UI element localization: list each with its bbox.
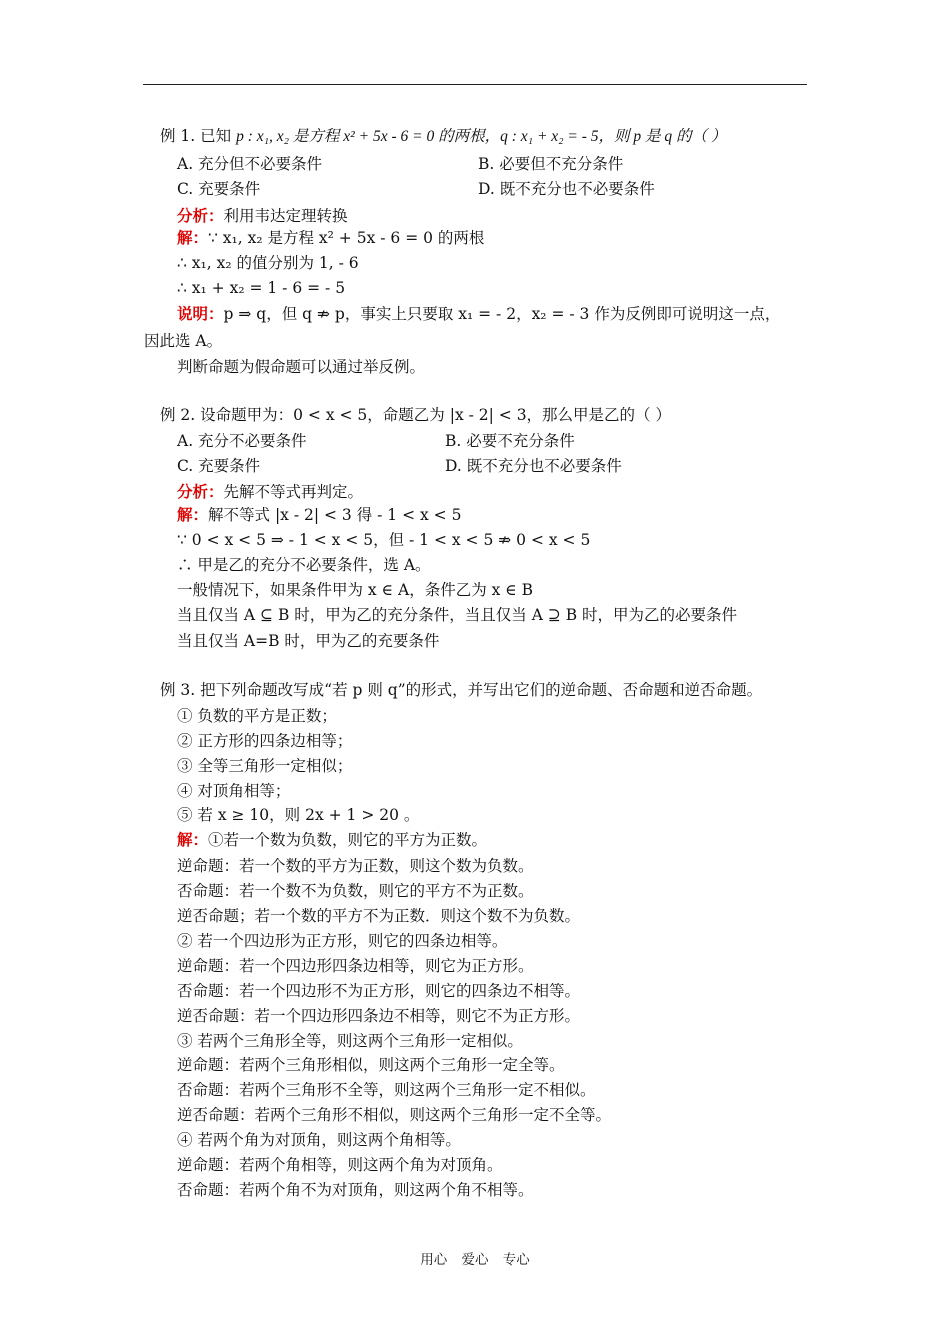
example-1-solution-2: ∴ x₁, x₂ 的值分别为 1, - 6 (177, 254, 359, 272)
page-footer: 用心 爱心 专心 (420, 1252, 530, 1268)
example-3-answer-4: 逆否命题；若一个数的平方不为正数．则这个数不为负数。 (177, 907, 581, 925)
example-3-answer-7: 否命题：若一个四边形不为正方形，则它的四条边不相等。 (177, 982, 581, 1000)
note-text: p ⇒ q，但 q ⇏ p，事实上只要取 x₁ = - 2，x₂ = - 3 作为反例即可说明这一点， (223, 305, 781, 323)
example-1-option-c: C. 充要条件 (177, 180, 261, 198)
example-2-solution-1 (177, 505, 461, 525)
example-2-analysis (177, 482, 363, 502)
example-3-item-4: ④ 对顶角相等； (177, 782, 291, 800)
solution-text: 解不等式 |x - 2| < 3 得 - 1 < x < 5 (208, 506, 462, 524)
example-2-question: 例 2. 设命题甲为：0 < x < 5，命题乙为 |x - 2| < 3，那么甲是乙的（ ） (160, 406, 671, 424)
analysis-label: 分析： (177, 206, 224, 225)
example-3-item-2: ② 正方形的四条边相等； (177, 732, 353, 750)
example-3-answer-14: 逆命题：若两个角相等，则这两个角为对顶角。 (177, 1156, 503, 1174)
example-3-answer-3: 否命题：若一个数不为负数，则它的平方不为正数。 (177, 882, 534, 900)
example-2-option-c: C. 充要条件 (177, 457, 261, 475)
example-3-answer-8: 逆否命题：若一个四边形四条边不相等，则它不为正方形。 (177, 1007, 581, 1025)
example-1-option-b: B. 必要但不充分条件 (478, 155, 624, 173)
example-3-answer-9: ③ 若两个三角形全等，则这两个三角形一定相似。 (177, 1032, 523, 1050)
solution-label: 解： (177, 830, 209, 849)
example-3-item-3: ③ 全等三角形一定相似； (177, 757, 353, 775)
solution-label: 解： (177, 228, 209, 247)
example-3-answer-10: 逆命题：若两个三角形相似，则这两个三角形一定全等。 (177, 1056, 565, 1074)
example-3-answer-2: 逆命题：若一个数的平方为正数，则这个数为负数。 (177, 857, 534, 875)
analysis-label: 分析： (177, 482, 224, 501)
example-3-answer-15: 否命题：若两个角不为对顶角，则这两个角不相等。 (177, 1181, 534, 1199)
example-3-answer-6: 逆命题：若一个四边形四条边相等，则它为正方形。 (177, 957, 534, 975)
analysis-text: 利用韦达定理转换 (223, 207, 348, 225)
analysis-text: 先解不等式再判定。 (223, 483, 364, 501)
example-3-answer-11: 否命题：若两个三角形不全等，则这两个三角形一定不相似。 (177, 1081, 596, 1099)
example-2-general-3: 当且仅当 A=B 时，甲为乙的充要条件 (177, 632, 440, 650)
example-1-question (160, 126, 726, 147)
example-1-prefix: 例 1. 已知 (160, 127, 237, 145)
example-2-general-2: 当且仅当 A ⊆ B 时，甲为乙的充分条件，当且仅当 A ⊇ B 时，甲为乙的必要条件 (177, 606, 738, 624)
example-1-analysis (177, 206, 348, 226)
example-2-option-b: B. 必要不充分条件 (445, 432, 575, 450)
example-3-answer-13: ④ 若两个角为对顶角，则这两个角相等。 (177, 1131, 461, 1149)
example-1-solution-3: ∴ x₁ + x₂ = 1 - 6 = - 5 (177, 279, 346, 297)
example-1-note (177, 304, 780, 324)
solution-text: ∵ x₁, x₂ 是方程 x² + 5x - 6 = 0 的两根 (208, 229, 485, 247)
example-2-general-1: 一般情况下，如果条件甲为 x ∈ A，条件乙为 x ∈ B (177, 581, 534, 599)
note-label: 说明： (177, 304, 224, 323)
example-2-option-d: D. 既不充分也不必要条件 (445, 457, 622, 475)
example-1-solution-1 (177, 228, 484, 248)
example-2-option-a: A. 充分不必要条件 (177, 432, 307, 450)
example-2-solution-2: ∵ 0 < x < 5 ⇒ - 1 < x < 5，但 - 1 < x < 5 ⇏ 0 < x < 5 (177, 531, 591, 549)
example-2-solution-3: ∴ 甲是乙的充分不必要条件，选 A。 (177, 556, 431, 574)
example-3-answer-12: 逆否命题：若两个三角形不相似，则这两个三角形一定不全等。 (177, 1106, 612, 1124)
example-1-tip: 判断命题为假命题可以通过举反例。 (177, 358, 426, 376)
example-1-option-a: A. 充分但不必要条件 (177, 155, 323, 173)
example-3-item-1: ① 负数的平方是正数； (177, 707, 337, 725)
example-1-note-cont: 因此选 A。 (144, 332, 223, 350)
header-rule (143, 84, 807, 85)
solution-label: 解： (177, 505, 209, 524)
example-3-item-5: ⑤ 若 x ≥ 10，则 2x + 1 > 20 。 (177, 806, 420, 824)
example-3-question: 例 3. 把下列命题改写成“若 p 则 q”的形式，并写出它们的逆命题、否命题和逆否命题。 (160, 681, 763, 699)
example-1-statement: p : x₁, x₂ 是方程 x² + 5x - 6 = 0 的两根，q : x₁ + x₂ = - 5，则 p 是 q 的（ ） (236, 128, 727, 145)
example-3-answer-1 (177, 830, 487, 850)
example-1-option-d: D. 既不充分也不必要条件 (478, 180, 655, 198)
solution-text: ①若一个数为负数，则它的平方为正数。 (208, 831, 488, 849)
example-3-answer-5: ② 若一个四边形为正方形，则它的四条边相等。 (177, 932, 508, 950)
